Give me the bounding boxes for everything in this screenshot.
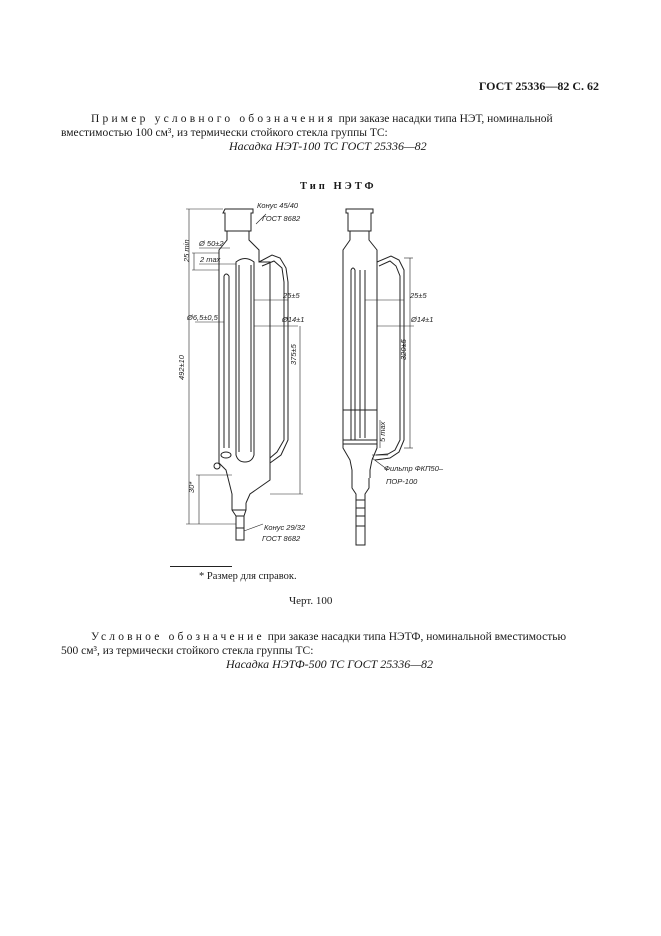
bottom-outlet-left <box>232 503 246 540</box>
label-25-5-right: 25±5 <box>410 291 427 300</box>
designation-netf: Насадка НЭТФ-500 ТС ГОСТ 25336—82 <box>226 657 433 671</box>
thin-tube-right <box>351 268 355 440</box>
label-320: 320±5 <box>399 339 408 360</box>
thin-tube-left <box>224 274 229 448</box>
designation-example-2 <box>61 630 599 658</box>
page-header: ГОСТ 25336—82 С. 62 <box>478 79 599 93</box>
label-d14-left: Ø14±1 <box>282 315 305 324</box>
label-d14-right: Ø14±1 <box>411 315 434 324</box>
bottom-outlet-right <box>352 478 369 545</box>
label-cone-bottom: Конус 29/32 <box>264 523 306 532</box>
para1-lead: Пример условного обозначения <box>91 113 336 125</box>
figure-title: Тип НЭТФ <box>300 181 377 192</box>
footnote-rule <box>170 566 232 567</box>
para1-text1: при заказе насадки типа НЭТ, номинальной <box>335 113 553 125</box>
label-cone-top-std: ГОСТ 8682 <box>262 214 301 223</box>
side-tube-left <box>259 255 288 463</box>
footnote: * Размер для справок. <box>199 571 297 582</box>
label-cone-bottom-std: ГОСТ 8682 <box>262 534 301 543</box>
para2-text2: 500 см³, из термически стойкого стекла группы ТС: <box>61 645 314 657</box>
label-25min: 25 min <box>182 239 191 262</box>
label-492: 492±10 <box>177 355 186 380</box>
label-375: 375±5 <box>289 344 298 365</box>
label-d6-5: Ø6,5±0,5 <box>187 313 218 322</box>
top-neck-right <box>343 231 377 262</box>
para2-text1: при заказе насадки типа НЭТФ, номинальной вместимостью <box>264 631 567 643</box>
label-filter-2: ПОР-100 <box>386 477 418 486</box>
label-cone-top: Конус 45/40 <box>257 201 299 210</box>
inner-tube-right <box>360 270 365 438</box>
label-25-5-left: 25±5 <box>283 291 300 300</box>
figure-caption: Черт. 100 <box>289 595 333 607</box>
top-cone-right <box>346 209 373 231</box>
para2-lead: Условное обозначение <box>91 631 265 643</box>
outer-body-left <box>219 258 270 503</box>
top-cone-left <box>223 209 253 231</box>
label-30: 30* <box>187 481 196 493</box>
top-neck-left <box>219 231 259 258</box>
label-filter-1: Фильтр ФКП50– <box>384 464 444 473</box>
designation-net: Насадка НЭТ-100 ТС ГОСТ 25336—82 <box>229 139 427 153</box>
para1-text2: вместимостью 100 см³, из термически стойкого стекла группы ТС: <box>61 127 388 139</box>
label-5max: 5 max <box>378 421 387 442</box>
label-2max: 2 max <box>200 255 221 264</box>
label-d50: Ø 50±2 <box>199 239 224 248</box>
